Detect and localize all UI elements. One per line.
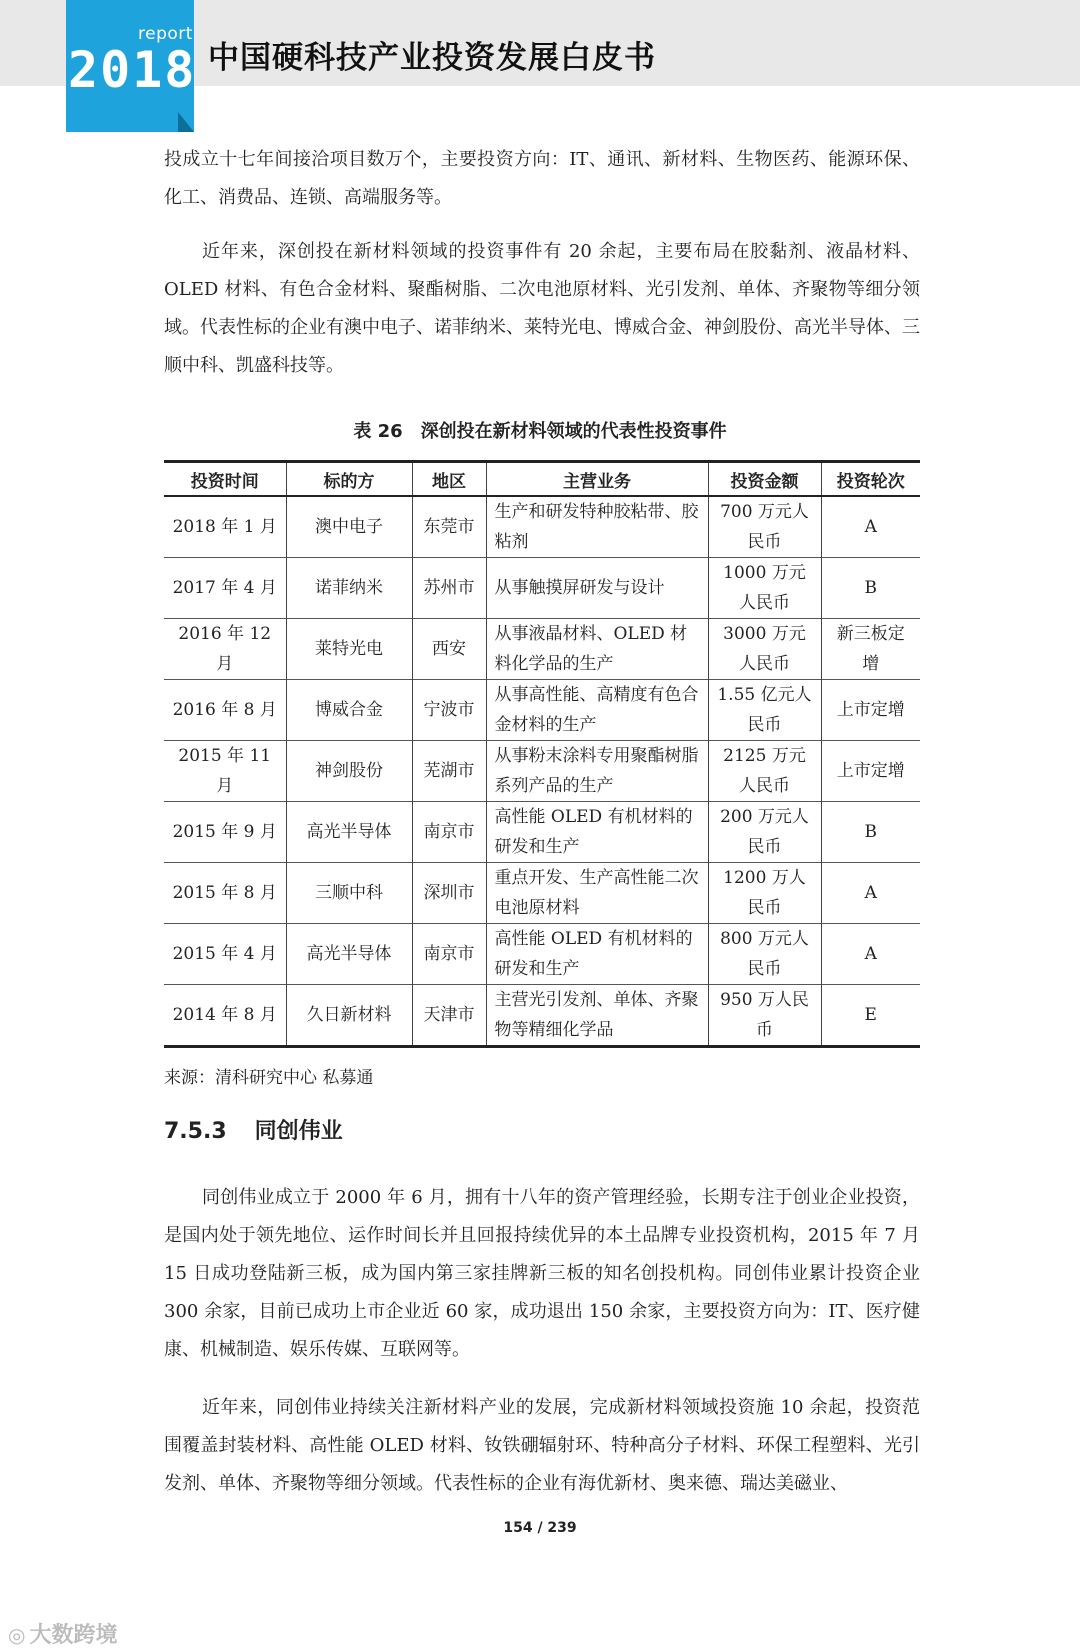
cell-region: 南京市 (412, 802, 486, 863)
cell-company: 高光半导体 (286, 802, 412, 863)
cell-amount: 1000 万元人民币 (708, 558, 821, 619)
cell-round: A (821, 863, 920, 924)
table-header-row (164, 462, 920, 497)
header-cell: 地区 (412, 462, 486, 497)
cell-region: 东莞市 (412, 496, 486, 558)
cell-business: 从事液晶材料、OLED 材料化学品的生产 (486, 619, 708, 680)
cell-business: 从事粉末涂料专用聚酯树脂系列产品的生产 (486, 741, 708, 802)
section-paragraph-1: 同创伟业成立于 2000 年 6 月，拥有十八年的资产管理经验，长期专注于创业企业投资，是国内处于领先地位、运作时间长并且回报持续优异的本土品牌专业投资机构，2015 年 7 月 15 日成功登陆新三板，成为国内第三家挂牌新三板的知名创投机构。同创伟业累计投资企业 300 余家，目前已成功上市企业近 60 家，成功退出 150 余家，主要投资方向为：IT、医疗健康、机械制造、娱乐传媒、互联网等。 (164, 1187, 920, 1360)
page-number: 154 / 239 (503, 1520, 577, 1536)
logo-fold-corner (178, 112, 194, 132)
header-cell: 投资轮次 (821, 462, 920, 497)
cell-region: 深圳市 (412, 863, 486, 924)
cell-company: 诺菲纳米 (286, 558, 412, 619)
cell-region: 西安 (412, 619, 486, 680)
logo-report-text: report (138, 24, 193, 44)
table-row (164, 558, 920, 619)
cell-region: 宁波市 (412, 680, 486, 741)
cell-round: A (821, 924, 920, 985)
cell-business: 高性能 OLED 有机材料的研发和生产 (486, 924, 708, 985)
cell-round: 上市定增 (821, 741, 920, 802)
cell-amount: 700 万元人民币 (708, 496, 821, 558)
section-title: 同创伟业 (254, 1119, 343, 1144)
table-title: 表 26 深创投在新材料领域的代表性投资事件 (353, 421, 727, 442)
cell-date: 2018 年 1 月 (164, 496, 286, 558)
cell-date: 2015 年 4 月 (164, 924, 286, 985)
cell-date: 2015 年 11 月 (164, 741, 286, 802)
cell-business: 从事触摸屏研发与设计 (486, 558, 708, 619)
header-cell: 投资金额 (708, 462, 821, 497)
table-row (164, 802, 920, 863)
table-row (164, 496, 920, 558)
section-number: 7.5.3 (164, 1119, 227, 1144)
table-row (164, 985, 920, 1047)
cell-amount: 200 万元人民币 (708, 802, 821, 863)
cell-business: 从事高性能、高精度有色合金材料的生产 (486, 680, 708, 741)
header-cell: 主营业务 (486, 462, 708, 497)
section-heading (164, 1114, 343, 1145)
cell-business: 高性能 OLED 有机材料的研发和生产 (486, 802, 708, 863)
cell-company: 三顺中科 (286, 863, 412, 924)
cell-business: 主营光引发剂、单体、齐聚物等精细化学品 (486, 985, 708, 1047)
watermark-text: 大数跨境 (29, 1623, 118, 1648)
cell-company: 久日新材料 (286, 985, 412, 1047)
cell-region: 南京市 (412, 924, 486, 985)
cell-amount: 950 万人民币 (708, 985, 821, 1047)
recent-paragraph: 近年来，深创投在新材料领域的投资事件有 20 余起，主要布局在胶黏剂、液晶材料、OLED 材料、有色合金材料、聚酯树脂、二次电池原材料、光引发剂、单体、齐聚物等细分领域。代表性标的企业有澳中电子、诺菲纳米、莱特光电、博威合金、神剑股份、高光半导体、三顺中科、凯盛科技等。 (164, 241, 920, 376)
cell-date: 2015 年 8 月 (164, 863, 286, 924)
cell-date: 2017 年 4 月 (164, 558, 286, 619)
table-row (164, 863, 920, 924)
cell-round: B (821, 558, 920, 619)
cell-company: 莱特光电 (286, 619, 412, 680)
cell-region: 天津市 (412, 985, 486, 1047)
cell-business: 生产和研发特种胶粘带、胶粘剂 (486, 496, 708, 558)
cell-company: 神剑股份 (286, 741, 412, 802)
logo-year: 2018 (68, 41, 197, 99)
investment-table (164, 460, 920, 1048)
cell-date: 2014 年 8 月 (164, 985, 286, 1047)
cell-date: 2016 年 12 月 (164, 619, 286, 680)
cell-round: E (821, 985, 920, 1047)
cell-amount: 800 万元人民币 (708, 924, 821, 985)
section-paragraph-2: 近年来，同创伟业持续关注新材料产业的发展，完成新材料领域投资施 10 余起，投资范围覆盖封装材料、高性能 OLED 材料、钕铁硼辐射环、特种高分子材料、环保工程塑料、光引发剂、单体、齐聚物等细分领域。代表性标的企业有海优新材、奥来德、瑞达美磁业、 (164, 1397, 920, 1494)
cell-region: 芜湖市 (412, 741, 486, 802)
table-row (164, 680, 920, 741)
cell-company: 博威合金 (286, 680, 412, 741)
cell-region: 苏州市 (412, 558, 486, 619)
table-row (164, 619, 920, 680)
cell-round: 上市定增 (821, 680, 920, 741)
cell-date: 2015 年 9 月 (164, 802, 286, 863)
cell-date: 2016 年 8 月 (164, 680, 286, 741)
cell-company: 澳中电子 (286, 496, 412, 558)
cell-round: B (821, 802, 920, 863)
cell-round: 新三板定增 (821, 619, 920, 680)
intro-paragraph: 投成立十七年间接洽项目数万个，主要投资方向：IT、通讯、新材料、生物医药、能源环保、化工、消费品、连锁、高端服务等。 (164, 149, 920, 208)
document-title: 中国硬科技产业投资发展白皮书 (208, 40, 656, 76)
table-row (164, 741, 920, 802)
table-source: 来源：清科研究中心 私募通 (164, 1068, 374, 1088)
watermark (8, 1618, 117, 1649)
cell-amount: 2125 万元人民币 (708, 741, 821, 802)
cell-amount: 1.55 亿元人民币 (708, 680, 821, 741)
cell-business: 重点开发、生产高性能二次电池原材料 (486, 863, 708, 924)
header-cell: 投资时间 (164, 462, 286, 497)
table-row (164, 924, 920, 985)
cell-company: 高光半导体 (286, 924, 412, 985)
cell-amount: 3000 万元人民币 (708, 619, 821, 680)
header-cell: 标的方 (286, 462, 412, 497)
cell-round: A (821, 496, 920, 558)
watermark-logo-icon: ◎ (8, 1623, 26, 1647)
cell-amount: 1200 万人民币 (708, 863, 821, 924)
